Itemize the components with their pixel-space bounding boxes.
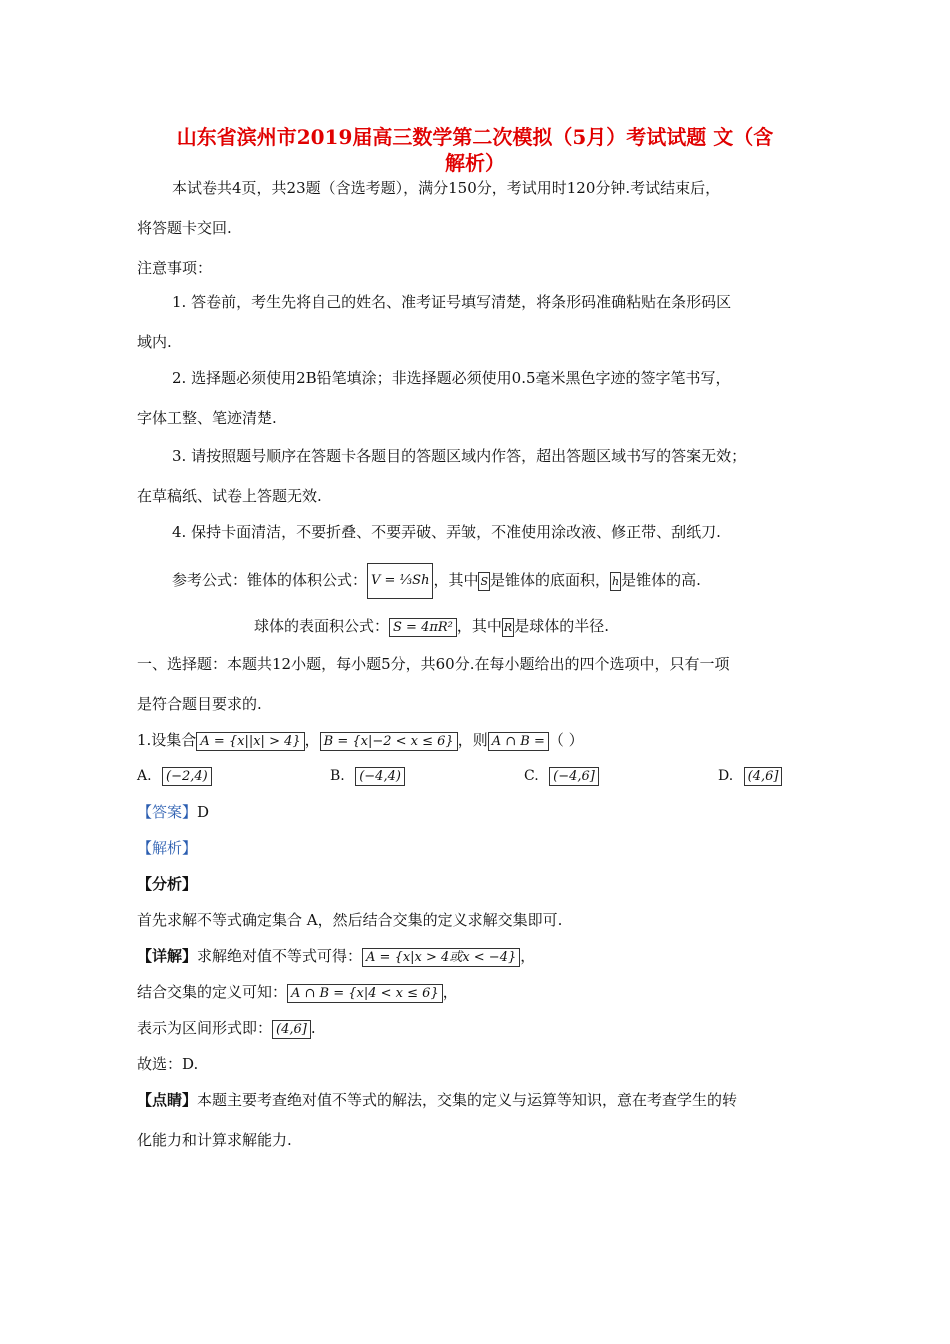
note-2-line2: 字体工整、笔迹清楚.: [137, 409, 277, 427]
note-1-line1: 1. 答卷前，考生先将自己的姓名、准考证号填写清楚，将条形码准确粘贴在条形码区: [172, 293, 732, 311]
option-a-value: (−2,4): [162, 767, 212, 786]
doc-title-line2: 解析）: [445, 151, 505, 175]
option-d-value: (4,6]: [744, 767, 783, 786]
answer-tag: 【答案】: [137, 803, 198, 821]
h-symbol: h: [610, 572, 621, 591]
note-3-line2: 在草稿纸、试卷上答题无效.: [137, 487, 322, 505]
formula-line2: [254, 616, 609, 637]
s-symbol: S: [478, 572, 490, 591]
option-b: [330, 766, 405, 786]
intro-line2: 将答题卡交回.: [137, 219, 232, 237]
detail-line2: [137, 982, 458, 1003]
detail-line3-end: .: [310, 1019, 316, 1037]
option-b-label: B.: [330, 768, 345, 784]
formula1-prefix: 参考公式：锥体的体积公式：: [172, 571, 368, 589]
section1-line1: 一、选择题：本题共12小题，每小题5分，共60分.在每小题给出的四个选项中，只有一项: [137, 655, 730, 673]
detail-tag: 【详解】: [137, 947, 198, 965]
doc-title-line1: 山东省滨州市2019届高三数学第二次模拟（5月）考试试题 文（含: [176, 125, 774, 149]
detail-line1-end: ，: [520, 947, 536, 965]
formula1-mid1: ，其中: [433, 571, 479, 589]
set-a-formula: A = {x||x| > 4}: [196, 732, 304, 751]
option-b-value: (−4,4): [355, 767, 405, 786]
detail-line3: [137, 1018, 316, 1039]
sphere-area-formula: S = 4πR²: [389, 618, 457, 637]
comment-line1-text: 本题主要考查绝对值不等式的解法，交集的定义与运算等知识，意在考查学生的转: [197, 1091, 738, 1109]
detail-line2-end: ，: [442, 983, 458, 1001]
answer-value: D: [197, 803, 210, 821]
option-a-label: A.: [137, 768, 152, 784]
note-1-line2: 域内.: [137, 333, 172, 351]
fenxi-tag: 【分析】: [137, 875, 198, 893]
note-2-line1: 2. 选择题必须使用2B铅笔填涂；非选择题必须使用0.5毫米黑色字迹的签字笔书写，: [172, 369, 731, 387]
detail-line2-text: 结合交集的定义可知：: [137, 983, 288, 1001]
intro-line1: 本试卷共4页，共23题（含选考题），满分150分，考试用时120分钟.考试结束后，: [172, 179, 721, 197]
formula-line1: [172, 562, 701, 599]
r-symbol: R: [502, 618, 514, 637]
option-c: [524, 766, 599, 786]
answer-line: [137, 802, 209, 822]
q1-comma: ，: [304, 731, 320, 749]
cone-volume-formula: V = ⅓Sh: [367, 563, 433, 599]
q1-then: ，则: [457, 731, 488, 749]
option-c-label: C.: [524, 768, 539, 784]
formula2-mid: ，其中: [456, 617, 502, 635]
q1-paren: （ ）: [548, 731, 584, 749]
option-a: [137, 766, 212, 786]
notice-heading: 注意事项：: [137, 259, 213, 277]
comment-tag: 【点睛】: [137, 1091, 198, 1109]
question-1: [137, 730, 584, 751]
detail-line4: 故选：D.: [137, 1055, 199, 1073]
section1-line2: 是符合题目要求的.: [137, 695, 262, 713]
note-3-line1: 3. 请按照题号顺序在答题卡各题目的答题区域内作答，超出答题区域书写的答案无效；: [172, 447, 747, 465]
analysis-tag: 【解析】: [137, 839, 198, 857]
comment-line1: [137, 1090, 737, 1110]
formula2-prefix: 球体的表面积公式：: [254, 617, 390, 635]
intersection-ask: A ∩ B =: [488, 732, 549, 751]
note-4-line1: 4. 保持卡面清洁，不要折叠、不要弄破、弄皱，不准使用涂改液、修正带、刮纸刀.: [172, 523, 721, 541]
detail-line1: [137, 946, 535, 967]
detail-interval-formula: (4,6]: [272, 1020, 311, 1039]
q1-prefix: 1.设集合: [137, 731, 197, 749]
option-d-label: D.: [718, 768, 734, 784]
option-d: [718, 766, 782, 786]
comment-line2: 化能力和计算求解能力.: [137, 1131, 292, 1149]
detail-line3-text: 表示为区间形式即：: [137, 1019, 273, 1037]
fenxi-text: 首先求解不等式确定集合 A，然后结合交集的定义求解交集即可.: [137, 911, 563, 929]
set-b-formula: B = {x|−2 < x ≤ 6}: [320, 732, 458, 751]
formula2-suffix: 是球体的半径.: [514, 617, 609, 635]
detail-set-a-formula: A = {x|x > 4或x < −4}: [362, 948, 520, 967]
formula1-mid2: 是锥体的底面积，: [490, 571, 611, 589]
detail-intersection-formula: A ∩ B = {x|4 < x ≤ 6}: [287, 984, 443, 1003]
detail-line1-text: 求解绝对值不等式可得：: [197, 947, 363, 965]
formula1-suffix: 是锥体的高.: [621, 571, 701, 589]
option-c-value: (−4,6]: [549, 767, 599, 786]
